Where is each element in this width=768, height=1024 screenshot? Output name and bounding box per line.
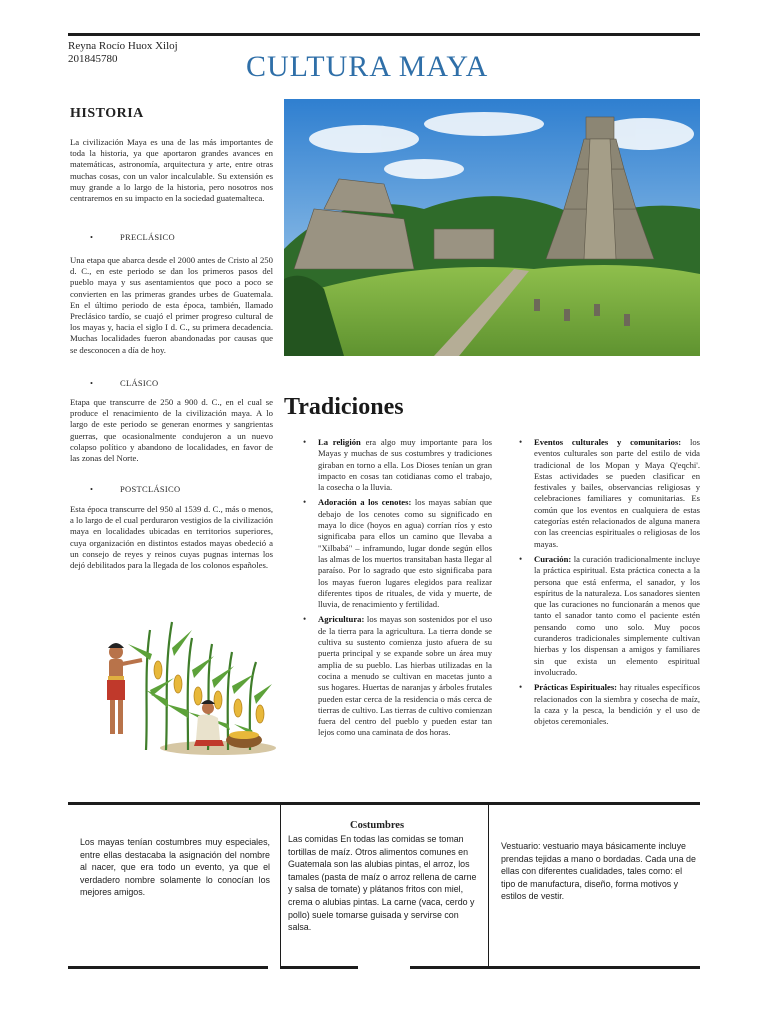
page-title: CULTURA MAYA [246,50,489,83]
nombre-text: Los mayas tenían costumbres muy especiales, entre ellas destacaba la asignación del nombre al nacer, que era todo un evento, ya que el verdadero nombre solamente lo conocían los mejores amigos. [80,837,270,898]
author-name: Reyna Rocío Huox Xiloj [68,40,178,52]
bottom-rule [68,966,268,969]
tradicion-text: era algo muy importante para los Mayas y muchas de sus costumbres y tradiciones giraban en torno a ella. Los Dioses tenían un gran impacto en cosas tan cotidianas como el trabajo, la cosecha o la lluvia. [318,437,493,493]
postclasico-heading: • POSTCLÁSICO [90,484,181,494]
tradicion-item [318,437,492,493]
tradiciones-left-column [302,437,492,743]
author-block [68,40,178,66]
tradicion-item [318,614,492,738]
vestuario-text: Vestuario: vestuario maya básicamente incluye prendas tejidas a mano o bordadas. Cada una de ellas con diferentes cualidades, tales como: el tipo de manufactura, diseño, forma motivos y estilos de vestir. [501,841,696,902]
maize-farmers-illustration [68,600,276,756]
tradicion-text: la curación tradicionalmente incluye la práctica espiritual. Esta práctica conecta a la persona que está enferma, el sanador, y los espíritus de la naturaleza. Los sanadores sienten que las curaciones no funcionarán a menos que tanto el sanador tanto como el paciente estén pensando como uno solo. Muy pocos curanderos tradicionales simplemente cultivan hierbas y los dispensan a amigos y familiares sin que exista un elemento espiritual involucrado. [534,553,700,677]
tradiciones-right-column [518,437,700,731]
tradicion-term: Prácticas Espirituales: [534,682,618,693]
top-rule [68,33,700,36]
tradicion-item [318,497,492,610]
costumbres-heading: Costumbres [350,820,405,831]
bottom-rule [410,966,700,969]
tradicion-term: La religión [318,437,361,447]
tradicion-text: los mayas son sostenidos por el uso de la tierra para la agricultura. La tierra donde se cultiva su sustento comienza justo afuera de su puerta principal y se expande sobre un área muy amplia de su pueblo. Las hierbas utilizadas en la cocina a menudo se cultivan en macetas junto a sus hogares. Huertas de naranjas y árboles frutales pueden estar cerca de la residencia o más cerca de tierras de cultivo. Las tierras de cultivo comienzan fuera del centro del pueblo y pueden estar tan lejos como una caminata de dos horas. [318,614,492,738]
postclasico-label: POSTCLÁSICO [120,484,181,494]
tradiciones-heading: Tradiciones [284,394,404,420]
tradicion-item [534,554,700,678]
tradicion-item [534,682,700,727]
tradicion-text: hay rituales específicos relacionados con la siembra y cosecha de maíz, la caza y la pesca, la bendición y el uso de objetos ceremoniales. [534,682,700,727]
tradicion-term: Agricultura: [318,614,365,625]
tradicion-item [534,437,700,550]
preclasico-text: Una etapa que abarca desde el 2000 antes de Cristo al 250 d. C., en este periodo se dan los primeros pasos del pueblo maya y sus asentamientos que poco a poco se convierten en las primeras grandes urbes de Guatemala. En el último periodo de esta época, también, llamado Preclásico tardío, se cuajó el primer progreso cultural de los mayas y, hacia el siglo I d. C., su primera decadencia. Muchas localidades fueron abandonadas por causas que se desconocen a día de hoy. [70,255,273,355]
historia-intro: La civilización Maya es una de las más importantes de toda la historia, ya que aportaron grandes avances en matemáticas, astronomía, arquitectura y arte, entre otras muchas cosas, con un valor incalculable. Su extensión es muy grande a lo largo de la historia, pero nosotros nos centraremos en su impacto en la sociedad guatemalteca. [70,137,273,204]
tradicion-text: los mayas sabían que debajo de los cenotes como su significado en maya lo dice (hoyos en agua) corrían ríos y esto significaba para ellos un camino que llevaba a "Xilbabá" – inframundo, lugar donde según ellos las almas de los muertos transitaban hasta llegar al paraíso. Por lo sagrado que esto significaba para los mayas fueron lugares elegidos para realizar diferentes tipos de rituales, de vida y muerte, de lluvia, de renacimiento y fertilidad. [318,497,492,610]
divider [488,805,489,967]
section-rule [68,802,700,805]
clasico-label: CLÁSICO [120,378,159,388]
author-id: 201845780 [68,53,118,65]
preclasico-label: PRECLÁSICO [120,232,175,242]
tradicion-term: Adoración a los cenotes: [318,497,412,508]
costumbres-text: Las comidas En todas las comidas se toman tortillas de maíz. Otros alimentos comunes en Guatemala son las alubias pintas, el arroz, los tamales (pasta de maíz o arroz rellena de carne y salsa de tomate) y plátanos fritos con miel, crema o alubias pintas. La carne (vaca, cerdo y pollo) suele tomarse guisada y servirse con salsa. [288,834,477,933]
tradicion-term: Curación: [534,553,572,564]
tradicion-term: Eventos culturales y comunitarios: [534,437,682,447]
tradicion-text: los eventos culturales son parte del estilo de vida tradicional de los Mopan y Maya Q'eqchi'. Estas actividades se pueden clasificar en festivales y bailes, observancias religiosas y celebraciones familiares y comunitarias. Es común que los eventos en cualquiera de estas categorías estén relacionados de alguna manera con las creencias espirituales o religiosas de los mayas. [534,437,700,549]
tikal-temple-photo [284,99,700,356]
preclasico-heading: • PRECLÁSICO [90,232,175,242]
divider [280,805,281,967]
clasico-text: Etapa que transcurre de 250 a 900 d. C., en el cual se produce el renacimiento de la civilización maya. A lo largo de este periodo se generan enormes y sangrientas guerras, que ocasionalmente condujeron a un nuevo colapso político y abandono de localidades, en favor de las zonas del Norte. [70,397,273,464]
historia-heading: HISTORIA [70,106,144,121]
postclasico-text: Esta época transcurre del 950 al 1539 d. C., más o menos, a lo largo de el cual perduraron vestigios de la civilización maya en localidades ubicadas en territorios superiores, cuya organización en distintos estados mayas obedeció a un consejo de reyes y reinos cuyas pugnas internas los dejó debilitados para la llegada de los colonos españoles. [70,504,273,571]
bottom-rule [280,966,358,969]
clasico-heading: • CLÁSICO [90,378,159,388]
